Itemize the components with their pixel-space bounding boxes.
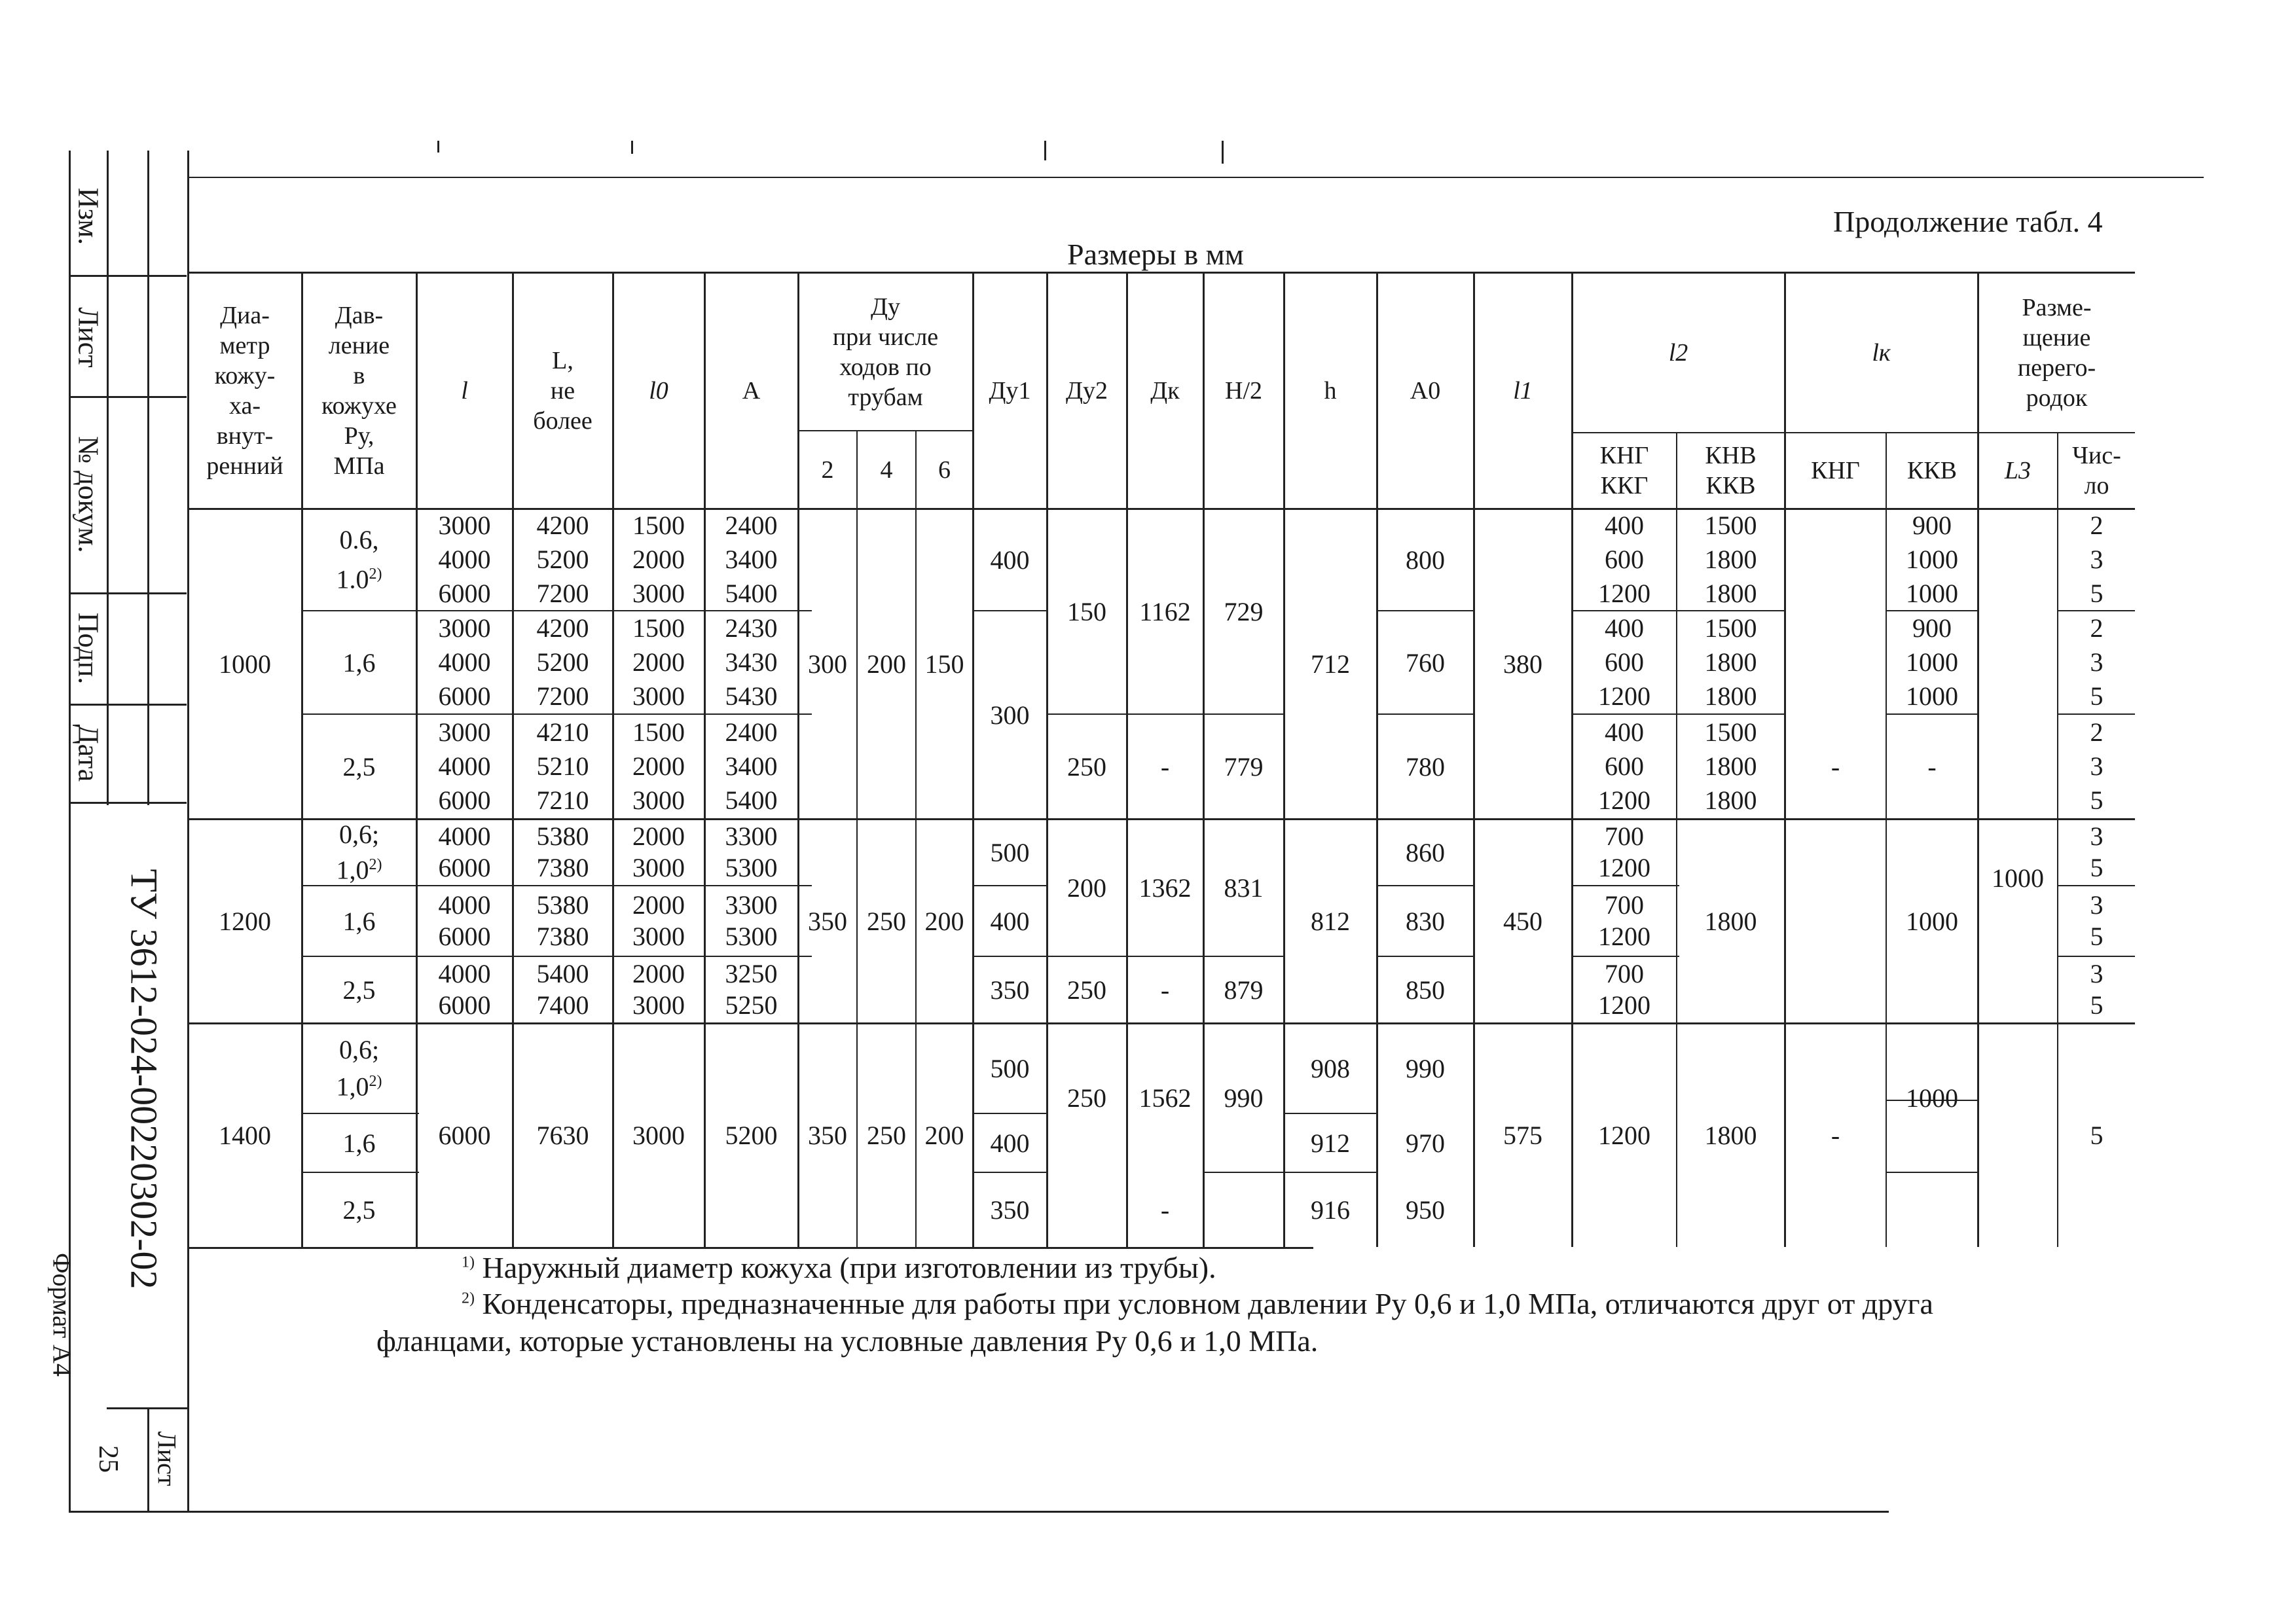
lk-kkv-1000-a: 900 1000 1000 xyxy=(1906,511,1958,608)
lk-kkv-1000-c: - xyxy=(1927,751,1937,782)
l0-1000-b: 1500 2000 3000 xyxy=(632,613,685,711)
A-1200-c: 3250 5250 xyxy=(725,959,778,1020)
stamp-izm: Изм. xyxy=(72,187,105,245)
h2-1000-a: 729 xyxy=(1224,596,1264,626)
header-count: Чис- ло xyxy=(2072,442,2121,499)
L-1200-a: 5380 7380 xyxy=(536,821,589,882)
header-dk: Дк xyxy=(1150,377,1180,405)
l2a-1000-a: 400 600 1200 xyxy=(1598,511,1650,608)
L-1000-b: 4200 5200 7200 xyxy=(536,613,589,711)
count-1000-c: 2 3 5 xyxy=(2090,717,2104,815)
pressure-1200-a: 0,6; 1,0$^{2)}$ xyxy=(336,819,382,885)
stamp-dokum: № докум. xyxy=(72,436,105,553)
l-1200-b: 4000 6000 xyxy=(438,890,491,951)
l2b-1000-a: 1500 1800 1800 xyxy=(1704,511,1757,608)
pressure-1200-c: 2,5 xyxy=(342,975,376,1005)
header-a0: A0 xyxy=(1410,377,1441,405)
pressure-1200-b: 1,6 xyxy=(342,906,376,936)
pressure-1400-c: 2,5 xyxy=(342,1195,376,1225)
header-l0: l0 xyxy=(649,377,668,405)
A-1200-b: 3300 5300 xyxy=(725,890,778,951)
L-1200-c: 5400 7400 xyxy=(536,959,589,1020)
a0-1000-b: 760 xyxy=(1406,647,1445,677)
pressure-1000-a: 0.6, 1.0$^{2)}$ xyxy=(336,524,382,594)
dk-1400-a: 1562 xyxy=(1139,1083,1192,1113)
A-1000-c: 2400 3400 5400 xyxy=(725,717,778,815)
document-code: ТУ 3612-024-00220302-02 xyxy=(122,869,166,1290)
l2b-1400: 1800 xyxy=(1704,1121,1757,1150)
h-1400-a: 908 xyxy=(1311,1053,1350,1083)
dk-1000-b: - xyxy=(1160,751,1170,782)
h2-1000-b: 779 xyxy=(1224,751,1264,782)
l2b-1200: 1800 xyxy=(1704,906,1757,936)
du6-1200: 200 xyxy=(924,906,964,936)
pressure-1400-b: 1,6 xyxy=(342,1128,376,1158)
header-l: l xyxy=(461,377,468,405)
l0-1400: 3000 xyxy=(632,1121,685,1150)
sheet-label: Лист xyxy=(152,1431,182,1487)
header-du-4: 4 xyxy=(880,456,893,484)
l3-value: 1000 xyxy=(1992,863,2044,893)
count-1000-a: 2 3 5 xyxy=(2090,511,2104,608)
a0-1000-a: 800 xyxy=(1406,545,1445,575)
A-1000-b: 2430 3430 5430 xyxy=(725,613,778,711)
count-1000-b: 2 3 5 xyxy=(2090,613,2104,711)
l-1000-c: 3000 4000 6000 xyxy=(438,717,491,815)
L-1200-b: 5380 7380 xyxy=(536,890,589,951)
h2-1200-c: 879 xyxy=(1224,975,1264,1005)
l2b-1000-c: 1500 1800 1800 xyxy=(1704,717,1757,815)
header-l1: l1 xyxy=(1513,377,1533,405)
footnote-1: $^{1)}$ Наружный диаметр кожуха (при изготовлении из трубы). xyxy=(462,1251,1216,1284)
count-1200-a: 3 5 xyxy=(2090,821,2104,882)
l2a-1200-c: 700 1200 xyxy=(1598,959,1650,1020)
l0-1200-b: 2000 3000 xyxy=(632,890,685,951)
diameter-1200: 1200 xyxy=(219,906,271,936)
a0-1400-c: 950 xyxy=(1406,1195,1445,1225)
du1-1400-a: 500 xyxy=(990,1053,1030,1083)
header-l2-knv: КНВ ККВ xyxy=(1705,442,1757,499)
l2a-1000-b: 400 600 1200 xyxy=(1598,613,1650,711)
header-lk: lк xyxy=(1872,339,1891,367)
header-diameter: Диа- метр кожу- ха- внут- ренний xyxy=(206,302,283,480)
header-du-2: 2 xyxy=(821,456,834,484)
lk-kkv-1200: 1000 xyxy=(1906,906,1958,936)
dk-1000-a: 1162 xyxy=(1139,596,1191,626)
l1-1000: 380 xyxy=(1503,649,1542,679)
du1-1200-a: 500 xyxy=(990,837,1030,867)
du6-1000: 150 xyxy=(924,649,964,679)
h-1400-b: 912 xyxy=(1311,1128,1350,1158)
units-label: Размеры в мм xyxy=(1067,238,1244,271)
l0-1000-a: 1500 2000 3000 xyxy=(632,511,685,608)
du2col-1000-b: 250 xyxy=(1067,751,1106,782)
h2-1400: 990 xyxy=(1224,1083,1264,1113)
header-du2: Ду2 xyxy=(1066,377,1108,405)
du2col-1200-a: 200 xyxy=(1067,873,1106,903)
lk-kkv-1400: 1000 xyxy=(1906,1083,1958,1113)
L-1400: 7630 xyxy=(536,1121,589,1150)
du2-1000: 300 xyxy=(808,649,847,679)
header-partitions: Разме- щение перего- родок xyxy=(2017,294,2096,412)
header-l3: L3 xyxy=(2004,457,2032,484)
header-l2: l2 xyxy=(1668,339,1688,367)
diameter-1000: 1000 xyxy=(219,649,271,679)
l2a-1200-b: 700 1200 xyxy=(1598,890,1650,951)
header-A: A xyxy=(742,377,761,405)
pressure-1400-a: 0,6; 1,0$^{2)}$ xyxy=(336,1034,382,1102)
du1-1200-c: 350 xyxy=(990,975,1030,1005)
a0-1400-b: 970 xyxy=(1406,1128,1445,1158)
l-1200-a: 4000 6000 xyxy=(438,821,491,882)
pressure-1000-b: 1,6 xyxy=(342,647,376,677)
footnote-2-line2: фланцами, которые установлены на условные давления Ру 0,6 и 1,0 МПа. xyxy=(376,1324,1319,1358)
A-1000-a: 2400 3400 5400 xyxy=(725,511,778,608)
du2-1200: 350 xyxy=(808,906,847,936)
du1-1400-c: 350 xyxy=(990,1195,1030,1225)
l1-1200: 450 xyxy=(1503,906,1542,936)
stamp-list: Лист xyxy=(72,307,105,368)
lk-kkv-1000-b: 900 1000 1000 xyxy=(1906,613,1958,711)
l-1200-c: 4000 6000 xyxy=(438,959,491,1020)
L-1000-a: 4200 5200 7200 xyxy=(536,511,589,608)
count-1200-c: 3 5 xyxy=(2090,959,2104,1020)
header-du: Ду при числе ходов по трубам xyxy=(832,293,939,411)
header-h: h xyxy=(1324,377,1337,405)
lk-kng-1000: - xyxy=(1831,751,1840,782)
L-1000-c: 4210 5210 7210 xyxy=(536,717,589,815)
du4-1200: 250 xyxy=(867,906,906,936)
du2col-1200-c: 250 xyxy=(1067,975,1106,1005)
count-1400: 5 xyxy=(2090,1121,2104,1150)
A-1400: 5200 xyxy=(725,1121,778,1150)
a0-1200-b: 830 xyxy=(1406,906,1445,936)
l0-1200-a: 2000 3000 xyxy=(632,821,685,882)
A-1200-a: 3300 5300 xyxy=(725,821,778,882)
footnote-2-line1: $^{2)}$ Конденсаторы, предназначенные для работы при условном давлении Ру 0,6 и 1,0 МПа, отличаются друг от друга xyxy=(462,1287,1933,1320)
h-1000: 712 xyxy=(1311,649,1350,679)
lk-kng-1400: - xyxy=(1831,1121,1840,1150)
sheet-number: 25 xyxy=(93,1445,123,1473)
dk-1200-c: - xyxy=(1160,975,1170,1005)
l0-1200-c: 2000 3000 xyxy=(632,959,685,1020)
du1-1000-a: 400 xyxy=(990,545,1030,575)
header-du-6: 6 xyxy=(938,456,951,484)
l1-1400: 575 xyxy=(1503,1121,1542,1150)
a0-1000-c: 780 xyxy=(1406,751,1445,782)
du1-1000-b: 300 xyxy=(990,700,1030,730)
a0-1200-a: 860 xyxy=(1406,837,1445,867)
diameter-1400: 1400 xyxy=(219,1121,271,1150)
format-label: Формат А4 xyxy=(47,1252,77,1377)
header-l2-kng: КНГ ККГ xyxy=(1599,442,1649,499)
l-1000-a: 3000 4000 6000 xyxy=(438,511,491,608)
du4-1400: 250 xyxy=(867,1121,906,1150)
du2col-1000-a: 150 xyxy=(1067,596,1106,626)
stamp-podp: Подп. xyxy=(72,612,105,685)
l2a-1200-a: 700 1200 xyxy=(1598,821,1650,882)
du1-1200-b: 400 xyxy=(990,906,1030,936)
h-1400-c: 916 xyxy=(1311,1195,1350,1225)
header-lk-kkv: ККВ xyxy=(1906,457,1958,484)
h2-1200-a: 831 xyxy=(1224,873,1264,903)
du2col-1400: 250 xyxy=(1067,1083,1106,1113)
h-1200: 812 xyxy=(1311,906,1350,936)
header-pressure: Дав- ление в кожухе Ру, МПа xyxy=(321,302,397,480)
stamp-data: Дата xyxy=(72,724,105,782)
a0-1400-a: 990 xyxy=(1406,1053,1445,1083)
header-du1: Ду1 xyxy=(989,377,1031,405)
a0-1200-c: 850 xyxy=(1406,975,1445,1005)
header-h2: H/2 xyxy=(1225,377,1262,405)
l2a-1000-c: 400 600 1200 xyxy=(1598,717,1650,815)
dk-1200-a: 1362 xyxy=(1139,873,1192,903)
pressure-1000-c: 2,5 xyxy=(342,751,376,782)
header-L: L, не более xyxy=(533,347,592,435)
l0-1000-c: 1500 2000 3000 xyxy=(632,717,685,815)
du6-1400: 200 xyxy=(924,1121,964,1150)
table-caption: Продолжение табл. 4 xyxy=(1833,205,2103,238)
du4-1000: 200 xyxy=(867,649,906,679)
l-1400: 6000 xyxy=(438,1121,491,1150)
count-1200-b: 3 5 xyxy=(2090,890,2104,951)
header-lk-kng: КНГ xyxy=(1811,457,1860,484)
l2a-1400: 1200 xyxy=(1598,1121,1650,1150)
du2-1400: 350 xyxy=(808,1121,847,1150)
du1-1400-b: 400 xyxy=(990,1128,1030,1158)
dk-1400-c: - xyxy=(1160,1195,1170,1225)
l2b-1000-b: 1500 1800 1800 xyxy=(1704,613,1757,711)
l-1000-b: 3000 4000 6000 xyxy=(438,613,491,711)
